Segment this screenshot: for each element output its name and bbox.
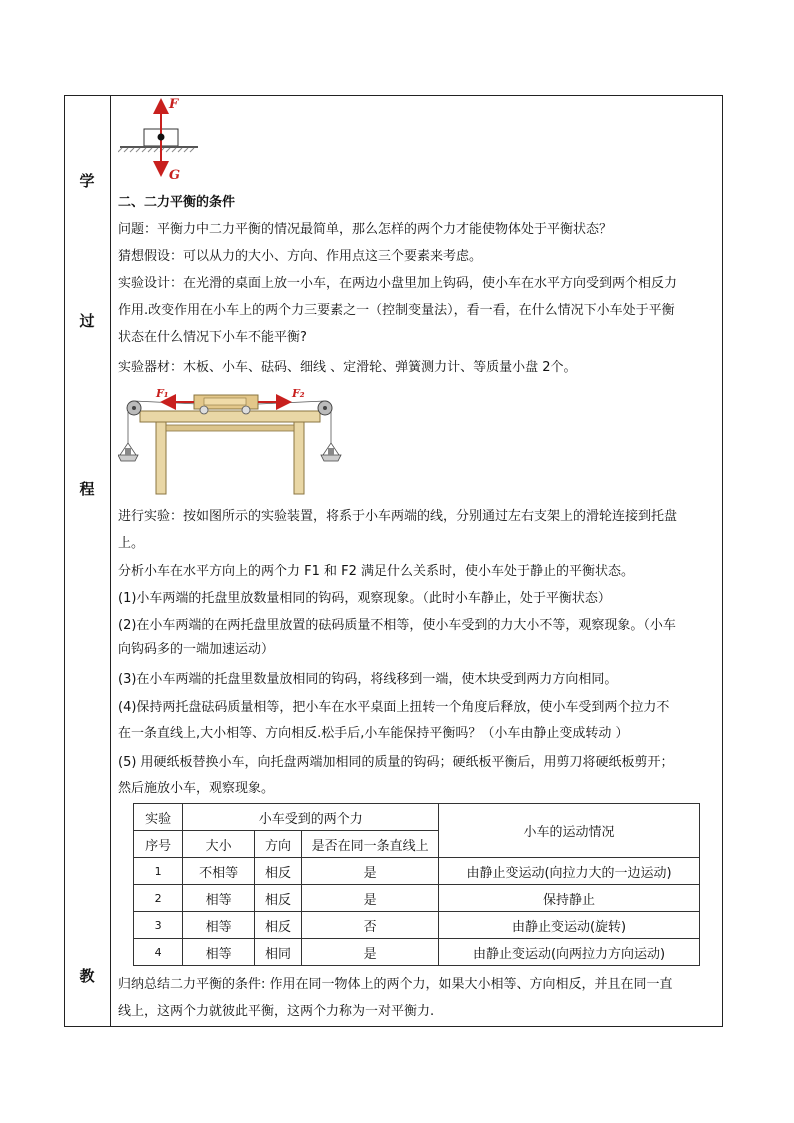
row-no: 4 [134,939,183,966]
header-same-line: 是否在同一条直线上 [302,831,439,858]
force-f2-label: F₂ [292,387,305,400]
row-size: 相等 [183,939,255,966]
row-size: 不相等 [183,858,255,885]
row-motion: 由静止变运动(向拉力大的一边运动) [439,858,700,885]
row-same-line: 否 [302,912,439,939]
procedure-text-2: 上。 [118,536,145,551]
results-table [133,803,700,966]
row-same-line: 是 [302,885,439,912]
row-direction: 相反 [254,912,301,939]
design-text-2: 作用.改变作用在小车上的两个力三要素之一（控制变量法），看一看，在什么情况下小车处于平衡 [118,303,675,318]
row-direction: 相同 [254,939,301,966]
table-row [134,885,700,912]
step5-text-1: (5) 用硬纸板替换小车，向托盘两端加相同的质量的钩码；硬纸板平衡后，用剪刀将硬纸板剪开； [118,755,674,770]
header-size: 大小 [183,831,255,858]
cart-experiment-diagram [118,383,343,498]
section-title: 二、二力平衡的条件 [118,195,236,210]
step4-text-2: 在一条直线上,大小相等、方向相反.松手后,小车能保持平衡吗？（小车由静止变成转动 ） [118,726,629,741]
row-same-line: 是 [302,858,439,885]
step2-text-1: (2)在小车两端的在两托盘里放置的砝码质量不相等，使小车受到的力大小不等，观察现象。（小车 [118,618,676,633]
summary-text-1: 归纳总结二力平衡的条件: 作用在同一物体上的两个力，如果大小相等、方向相反，并且在同一直 [118,977,673,992]
design-text-3: 状态在什么情况下小车不能平衡? [118,330,307,345]
row-size: 相等 [183,885,255,912]
step1-text: (1)小车两端的托盘里放数量相同的钩码，观察现象。（此时小车静止，处于平衡状态） [118,591,611,606]
force-block-diagram [118,97,208,182]
row-direction: 相反 [254,858,301,885]
row-no: 3 [134,912,183,939]
header-trial-2: 序号 [134,831,183,858]
summary-text-2: 线上，这两个力就彼此平衡，这两个力称为一对平衡力. [118,1004,435,1019]
step5-text-2: 然后施放小车，观察现象。 [118,781,275,796]
step4-text-1: (4)保持两托盘砝码质量相等，把小车在水平桌面上扭转一个角度后释放，使小车受到两个拉力不 [118,700,670,715]
header-forces: 小车受到的两个力 [183,804,439,831]
analysis-text: 分析小车在水平方向上的两个力 F1 和 F2 满足什么关系时，使小车处于静止的平衡状态。 [118,564,635,579]
equipment-text: 实验器材：木板、小车、砝码、细线 、定滑轮、弹簧测力计、等质量小盘 2个。 [118,360,577,375]
row-no: 2 [134,885,183,912]
header-direction: 方向 [254,831,301,858]
force-f1-label: F₁ [156,387,169,400]
side-label-jiao: 教 [79,967,95,985]
hypothesis-text: 猜想假设：可以从力的大小、方向、作用点这三个要素来考虑。 [118,249,483,264]
header-motion: 小车的运动情况 [439,804,700,858]
force-g-label: G [169,168,181,182]
side-label-guo: 过 [79,312,95,330]
step3-text: (3)在小车两端的托盘里数量放相同的钩码，将线移到一端，使木块受到两力方向相同。 [118,672,618,687]
row-no: 1 [134,858,183,885]
row-motion: 由静止变运动(旋转) [439,912,700,939]
side-label-xue: 学 [79,172,95,190]
step2-text-2: 向钩码多的一端加速运动） [118,642,275,657]
question-text: 问题：平衡力中二力平衡的情况最简单，那么怎样的两个力才能使物体处于平衡状态？ [118,222,613,237]
table-row [134,939,700,966]
procedure-text-1: 进行实验：按如图所示的实验装置，将系于小车两端的线，分别通过左右支架上的滑轮连接到托盘 [118,509,678,524]
row-same-line: 是 [302,939,439,966]
design-text-1: 实验设计：在光滑的桌面上放一小车，在两边小盘里加上钩码，使小车在水平方向受到两个相反力 [118,276,678,291]
table-row [134,858,700,885]
side-label-cheng: 程 [79,480,95,498]
column-divider [110,95,111,1027]
table-row [134,912,700,939]
row-motion: 由静止变运动(向两拉力方向运动) [439,939,700,966]
row-direction: 相反 [254,885,301,912]
header-trial-1: 实验 [134,804,183,831]
force-f-label: F [169,97,179,112]
row-motion: 保持静止 [439,885,700,912]
row-size: 相等 [183,912,255,939]
